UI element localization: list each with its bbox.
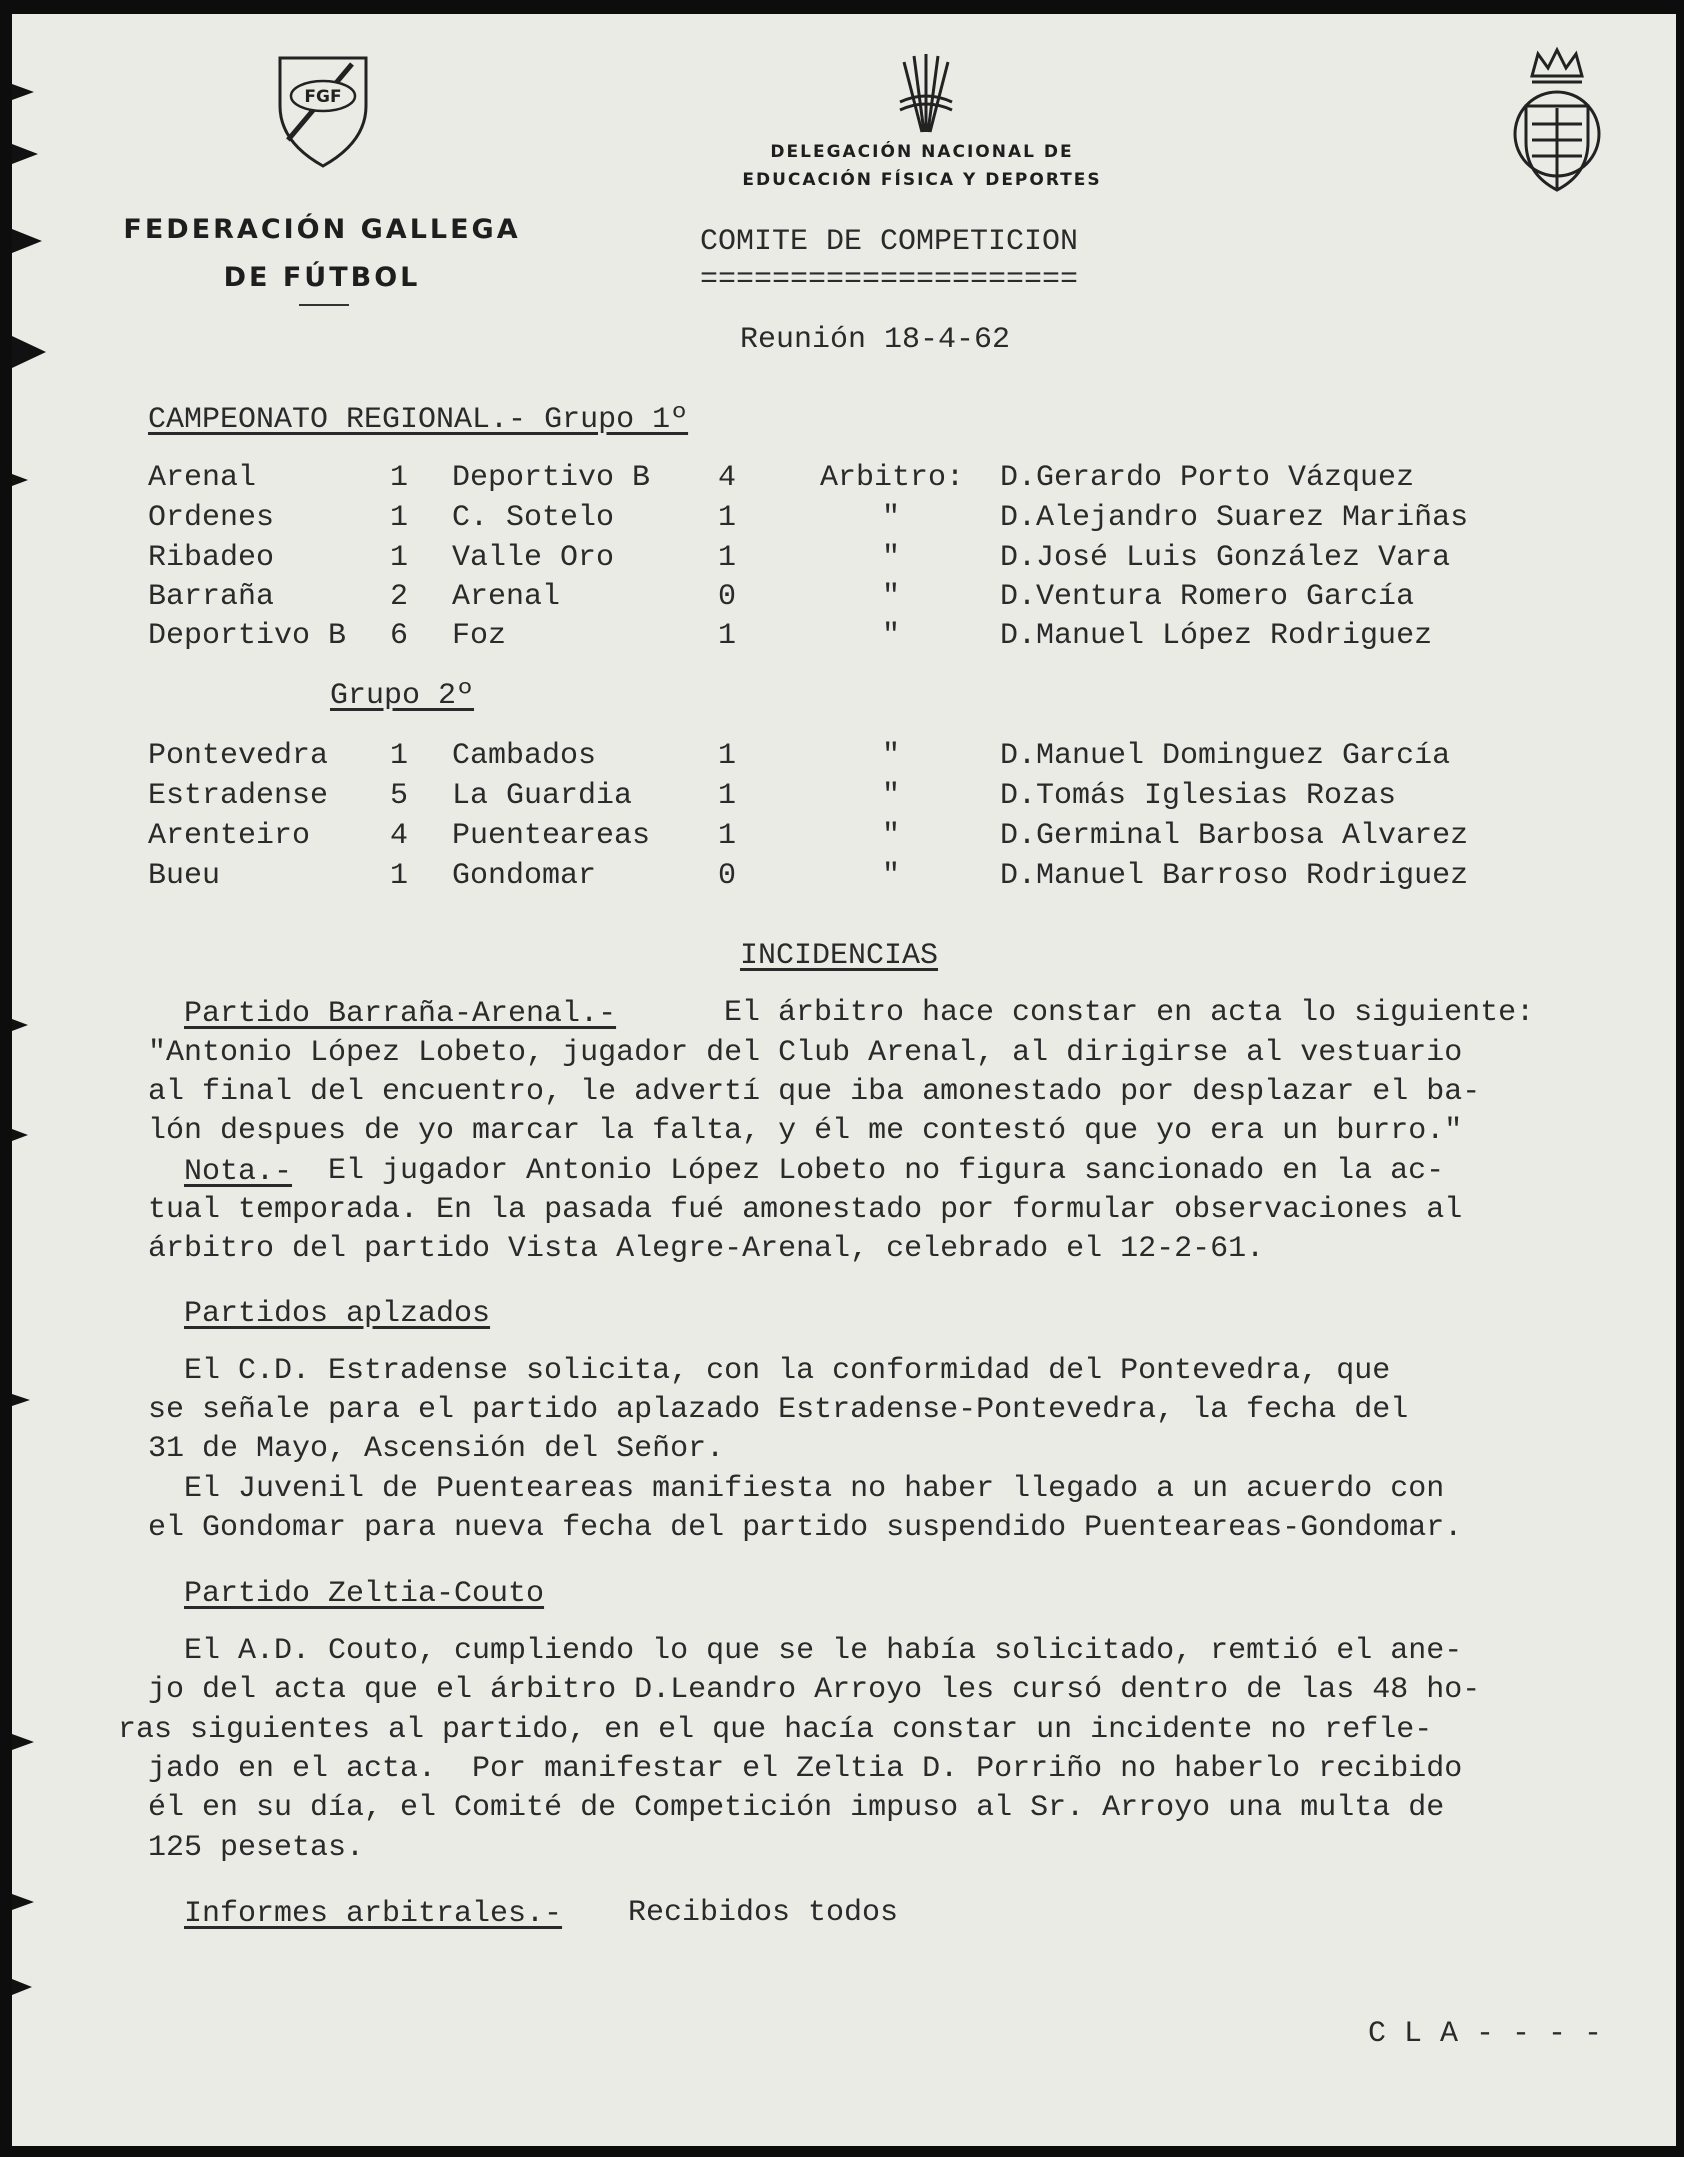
- referee-name: D.José Luis González Vara: [1000, 541, 1451, 575]
- referee-name: D.Alejandro Suarez Mariñas: [1000, 501, 1469, 535]
- nota-title: Nota.-: [184, 1155, 293, 1189]
- away-score: 0: [718, 859, 737, 893]
- away-team: Cambados: [452, 739, 597, 773]
- edge-tear: [12, 474, 28, 486]
- edge-tear: [12, 1394, 30, 1406]
- delegation-name-line2: EDUCACIÓN FÍSICA Y DEPORTES: [742, 170, 1102, 190]
- ditto-mark: ": [882, 501, 901, 535]
- home-team: Estradense: [148, 779, 329, 813]
- zeltia-text-line: 125 pesetas.: [148, 1831, 365, 1865]
- edge-tear: [12, 1019, 28, 1031]
- aplazados-text-line: El C.D. Estradense solicita, con la conformidad del Pontevedra, que: [184, 1354, 1391, 1388]
- document-page: [12, 14, 1676, 2146]
- federation-underline: [299, 304, 349, 306]
- zeltia-text-line: él en su día, el Comité de Competición impuso al Sr. Arroyo una multa de: [148, 1791, 1445, 1825]
- home-score: 1: [390, 859, 409, 893]
- ditto-mark: ": [882, 580, 901, 614]
- away-team: Arenal: [452, 580, 561, 614]
- aplazados-title: Partidos aplzados: [184, 1297, 491, 1331]
- referee-name: D.Manuel López Rodriguez: [1000, 619, 1433, 653]
- informes-title: Informes arbitrales.-: [184, 1897, 563, 1931]
- referee-name: D.Gerardo Porto Vázquez: [1000, 461, 1415, 495]
- away-team: C. Sotelo: [452, 501, 615, 535]
- home-team: Deportivo B: [148, 619, 347, 653]
- away-team: Puenteareas: [452, 819, 651, 853]
- federation-name-line1: FEDERACIÓN GALLEGA: [123, 214, 521, 245]
- document-title: COMITE DE COMPETICION: [700, 225, 1079, 259]
- ditto-mark: ": [882, 779, 901, 813]
- referee-name: D.Tomás Iglesias Rozas: [1000, 779, 1397, 813]
- home-score: 6: [390, 619, 409, 653]
- ditto-mark: ": [882, 619, 901, 653]
- away-score: 1: [718, 779, 737, 813]
- aplazados-text-line: el Gondomar para nueva fecha del partido suspendido Puenteareas-Gondomar.: [148, 1511, 1463, 1545]
- away-score: 4: [718, 461, 737, 495]
- ditto-mark: ": [882, 541, 901, 575]
- zeltia-text-line: El A.D. Couto, cumpliendo lo que se le había solicitado, remtió el ane-: [184, 1634, 1463, 1668]
- edge-tear: [12, 1979, 32, 1995]
- edge-tear: [12, 144, 38, 164]
- home-score: 1: [390, 541, 409, 575]
- home-score: 2: [390, 580, 409, 614]
- title-double-rule: =====================: [700, 263, 1079, 297]
- home-score: 1: [390, 461, 409, 495]
- edge-tear: [12, 1894, 34, 1910]
- royal-federation-crest: [1502, 42, 1612, 202]
- delegation-name-line1: DELEGACIÓN NACIONAL DE: [770, 142, 1074, 162]
- away-score: 1: [718, 619, 737, 653]
- away-score: 1: [718, 541, 737, 575]
- home-team: Barraña: [148, 580, 275, 614]
- edge-tear: [12, 336, 46, 368]
- zeltia-text-line: jado en el acta. Por manifestar el Zeltia D. Porriño no haberlo recibido: [148, 1752, 1463, 1786]
- referee-label: Arbitro:: [820, 461, 965, 495]
- away-score: 0: [718, 580, 737, 614]
- group1-heading: CAMPEONATO REGIONAL.- Grupo 1º: [148, 403, 689, 437]
- home-team: Ribadeo: [148, 541, 275, 575]
- edge-tear: [12, 84, 34, 100]
- barrana-arenal-title: Partido Barraña-Arenal.-: [184, 997, 617, 1031]
- continuation-mark: C L A - - - -: [1368, 2017, 1603, 2051]
- group2-heading: Grupo 2º: [330, 679, 475, 713]
- home-score: 1: [390, 501, 409, 535]
- home-score: 5: [390, 779, 409, 813]
- referee-name: D.Ventura Romero García: [1000, 580, 1415, 614]
- federation-shield-logo: [274, 50, 372, 170]
- barrana-text-line: "Antonio López Lobeto, jugador del Club Arenal, al dirigirse al vestuario: [148, 1036, 1463, 1070]
- svg-text:FGF: FGF: [304, 87, 342, 107]
- away-score: 1: [718, 739, 737, 773]
- referee-name: D.Germinal Barbosa Alvarez: [1000, 819, 1469, 853]
- meeting-date: Reunión 18-4-62: [740, 323, 1011, 357]
- edge-tear: [12, 229, 42, 253]
- nota-text-line: El jugador Antonio López Lobeto no figura sancionado en la ac-: [310, 1154, 1445, 1188]
- nota-text-line: árbitro del partido Vista Alegre-Arenal, celebrado el 12-2-61.: [148, 1232, 1265, 1266]
- away-team: Gondomar: [452, 859, 597, 893]
- edge-tear: [12, 1734, 34, 1750]
- referee-name: D.Manuel Dominguez García: [1000, 739, 1451, 773]
- aplazados-text-line: El Juvenil de Puenteareas manifiesta no haber llegado a un acuerdo con: [148, 1472, 1445, 1506]
- aplazados-text-line: se señale para el partido aplazado Estradense-Pontevedra, la fecha del: [148, 1393, 1409, 1427]
- nota-text-line: tual temporada. En la pasada fué amonestado por formular observaciones al: [148, 1193, 1463, 1227]
- away-score: 1: [718, 501, 737, 535]
- home-score: 4: [390, 819, 409, 853]
- federation-name-line2: DE FÚTBOL: [223, 262, 421, 293]
- barrana-text-line: El árbitro hace constar en acta lo siguiente:: [706, 996, 1535, 1030]
- away-team: Valle Oro: [452, 541, 615, 575]
- informes-text: Recibidos todos: [610, 1896, 899, 1930]
- away-team: Deportivo B: [452, 461, 651, 495]
- home-team: Arenteiro: [148, 819, 311, 853]
- home-team: Arenal: [148, 461, 257, 495]
- home-team: Pontevedra: [148, 739, 329, 773]
- away-team: Foz: [452, 619, 507, 653]
- home-score: 1: [390, 739, 409, 773]
- zeltia-text-line: ras siguientes al partido, en el que hacía constar un incidente no refle-: [118, 1713, 1433, 1747]
- home-team: Bueu: [148, 859, 221, 893]
- ditto-mark: ": [882, 859, 901, 893]
- home-team: Ordenes: [148, 501, 275, 535]
- ditto-mark: ": [882, 819, 901, 853]
- incidencias-heading: INCIDENCIAS: [740, 939, 939, 973]
- away-team: La Guardia: [452, 779, 633, 813]
- zeltia-couto-title: Partido Zeltia-Couto: [184, 1577, 545, 1611]
- edge-tear: [12, 1129, 28, 1141]
- away-score: 1: [718, 819, 737, 853]
- zeltia-text-line: jo del acta que el árbitro D.Leandro Arroyo les cursó dentro de las 48 ho-: [148, 1673, 1481, 1707]
- ditto-mark: ": [882, 739, 901, 773]
- aplazados-text-line: 31 de Mayo, Ascensión del Señor.: [148, 1432, 725, 1466]
- referee-name: D.Manuel Barroso Rodriguez: [1000, 859, 1469, 893]
- yoke-and-arrows-emblem: [894, 48, 958, 138]
- barrana-text-line: al final del encuentro, le advertí que iba amonestado por desplazar el ba-: [148, 1075, 1481, 1109]
- barrana-text-line: lón despues de yo marcar la falta, y él me contestó que yo era un burro.": [148, 1114, 1463, 1148]
